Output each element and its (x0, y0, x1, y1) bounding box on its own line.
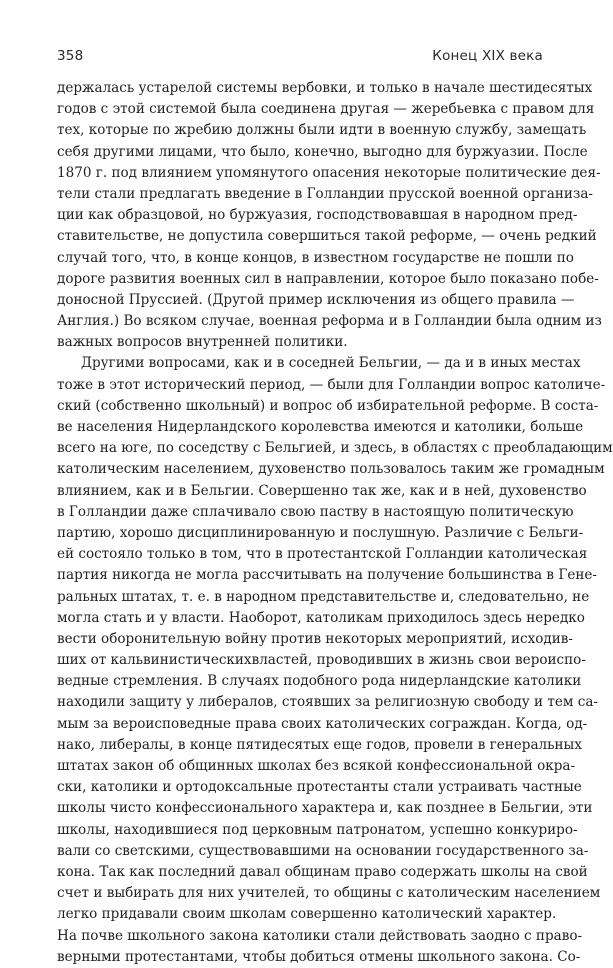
text-line: дороге развития военных сил в направлении, которое было показано побе- (57, 270, 599, 287)
text-line: 1870 г. под влиянием упомянутого опасения некоторые политические дея- (57, 164, 601, 181)
text-line: годов с этой системой была соединена другая — жеребьевка с правом для (57, 101, 595, 118)
text-line: вести оборонительную войну против некоторых мероприятий, исходив- (57, 630, 573, 647)
text-line: случай того, что, в конце концов, в известном государстве не пошли по (57, 249, 574, 266)
text-line: партию, хорошо дисциплинированную и послушную. Различие с Бельги- (57, 524, 584, 541)
body-text (57, 78, 613, 968)
text-line: всего на юге, по соседству с Бельгией, и здесь, в областях с преобладающим (57, 440, 613, 457)
text-line: ставительстве, не допустила совершиться такой реформе, — очень редкий (57, 228, 597, 245)
text-line: тех, которые по жребию должны были идти в военную службу, замещать (57, 122, 587, 139)
paragraph (57, 78, 602, 353)
text-line: ральных штатах, т. е. в народном представительстве и, следовательно, не (57, 588, 590, 605)
text-line: ведные стремления. В случаях подобного рода нидерландские католики (57, 673, 582, 690)
text-line: школы, находившиеся под церковным патронатом, успешно конкуриро- (57, 821, 578, 838)
text-line: кона. Так как последний давал общинам право содержать школы на свой (57, 863, 588, 880)
text-line: мым за вероисповедные права своих католических сограждан. Когда, од- (57, 715, 588, 732)
text-line: могла стать и у власти. Наоборот, католикам приходилось здесь нередко (57, 609, 585, 626)
running-title: Конец XIX века (432, 48, 543, 64)
text-line: себя другими лицами, что было, конечно, выгодно для буржуазии. После (57, 143, 588, 160)
text-line: партия никогда не могла рассчитывать на получение большинства в Гене- (57, 567, 597, 584)
text-line: Другими вопросами, как и в соседней Бельгии, — да и в иных местах (81, 355, 581, 372)
paragraph (57, 353, 613, 967)
page-header (57, 48, 543, 68)
text-line: Англия.) Во всяком случае, военная реформа и в Голландии была одним из (57, 313, 602, 330)
text-line: влиянием, как и в Бельгии. Совершенно так же, как и в ней, духовенство (57, 482, 587, 499)
text-line: держалась устарелой системы вербовки, и только в начале шестидесятых (57, 80, 593, 96)
text-line: верными протестантами, чтобы добиться отмены школьного закона. Со- (57, 948, 581, 965)
text-line: ски, католики и ортодоксальные протестанты стали устраивать частные (57, 779, 582, 796)
text-line: тоже в этот исторический период, — были для Голландии вопрос католиче- (57, 376, 606, 393)
text-line: ших от кальвинистическихвластей, проводивших в жизнь свои вероиспо- (57, 652, 586, 669)
text-line: находили защиту у либералов, стоявших за религиозную свободу и тем са- (57, 694, 598, 711)
text-line: ей состояло только в том, что в протестантской Голландии католическая (57, 546, 588, 563)
text-line: доносной Пруссией. (Другой пример исключения из общего правила — (57, 291, 575, 308)
text-line: нако, либералы, в конце пятидесятых еще годов, провели в генеральных (57, 736, 582, 753)
text-line: На почве школьного закона католики стали действовать заодно с право- (57, 927, 583, 944)
text-line: ве населения Нидерландского королевства имеются и католики, больше (57, 419, 584, 435)
text-line: школы чисто конфессионального характера и, как позднее в Бельгии, эти (57, 800, 593, 817)
text-line: ции как образцовой, но буржуазия, господствовавшая в народном пред- (57, 207, 578, 224)
text-line: счет и выбирать для них учителей, то общины с католическим населением (57, 885, 601, 902)
text-line: вали со светскими, существовавшими на основании государственного за- (57, 842, 589, 859)
page-number: 358 (57, 48, 84, 64)
text-line: в Голландии даже сплачивало свою паству в настоящую политическую (57, 503, 574, 520)
text-line: ский (собственно школьный) и вопрос об избирательной реформе. В соста- (57, 397, 599, 414)
text-line: легко придавали своим школам совершенно католический характер. (57, 906, 557, 923)
text-line: штатах закон об общинных школах без всякой конфессиональной окра- (57, 758, 576, 774)
text-line: католическим населением, духовенство пользовалось таким же громадным (57, 461, 605, 478)
text-line: важных вопросов внутренней политики. (57, 334, 348, 351)
text-line: тели стали предлагать введение в Голландии прусской военной организа- (57, 185, 593, 202)
